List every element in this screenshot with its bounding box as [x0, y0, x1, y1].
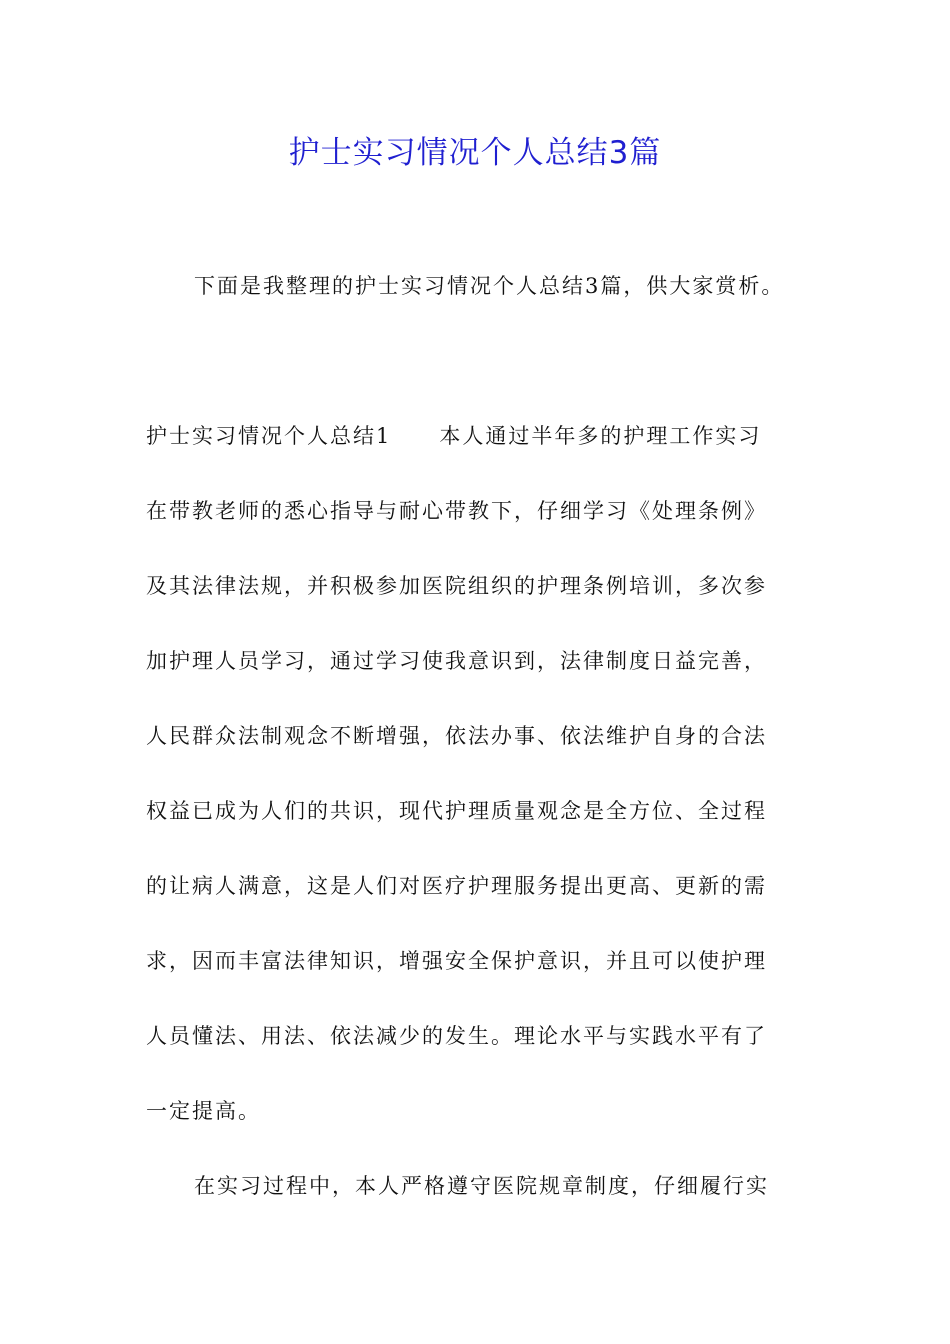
document-title: 护士实习情况个人总结3篇 — [288, 135, 662, 171]
text-line: 人员懂法、用法、依法减少的发生。理论水平与实践水平有了 — [146, 1024, 767, 1048]
text-line: 人民群众法制观念不断增强，依法办事、依法维护自身的合法 — [146, 724, 767, 748]
text-line-content: 本人通过半年多的护理工作实习 — [439, 424, 762, 448]
text-line: 在带教老师的悉心指导与耐心带教下，仔细学习《处理条例》 — [146, 499, 767, 523]
section-heading: 护士实习情况个人总结1 — [146, 424, 392, 448]
text-line: 在实习过程中，本人严格遵守医院规章制度，仔细履行实 — [194, 1174, 769, 1198]
text-line: 一定提高。 — [146, 1099, 261, 1123]
text-line: 求，因而丰富法律知识，增强安全保护意识，并且可以使护理 — [146, 949, 767, 973]
intro-paragraph: 下面是我整理的护士实习情况个人总结3篇，供大家赏析。 — [194, 274, 785, 298]
text-line: 及其法律法规，并积极参加医院组织的护理条例培训，多次参 — [146, 574, 767, 598]
text-line: 权益已成为人们的共识，现代护理质量观念是全方位、全过程 — [146, 799, 767, 823]
text-line — [146, 420, 826, 495]
body-text — [146, 420, 826, 1245]
text-line: 的让病人满意，这是人们对医疗护理服务提出更高、更新的需 — [146, 874, 767, 898]
text-line: 加护理人员学习，通过学习使我意识到，法律制度日益完善， — [146, 649, 767, 673]
